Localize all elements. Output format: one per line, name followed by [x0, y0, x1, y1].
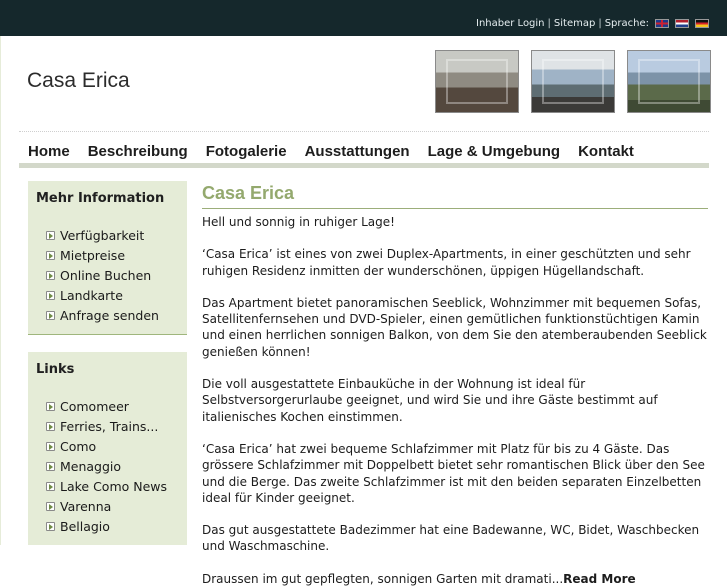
nav-ausstattungen[interactable]: Ausstattungen	[304, 142, 410, 160]
sitemap-link[interactable]: Sitemap	[553, 18, 596, 29]
nav-underline	[19, 163, 709, 168]
nav-kontakt[interactable]: Kontakt	[578, 142, 634, 160]
nav-home[interactable]: Home	[28, 142, 70, 160]
arrow-bullet-icon	[46, 231, 55, 240]
sidebar-link-varenna[interactable]	[46, 496, 167, 516]
sidebar-box-links	[28, 352, 187, 545]
flag-nl-icon[interactable]	[675, 19, 689, 28]
top-bar	[0, 0, 727, 36]
sidebar-box-more-info	[28, 181, 187, 335]
sidebar-item-verfuegbarkeit[interactable]	[46, 225, 159, 245]
arrow-bullet-icon	[46, 271, 55, 280]
sidebar-link-menaggio[interactable]	[46, 456, 167, 476]
language-label: Sprache:	[604, 18, 649, 29]
arrow-bullet-icon	[46, 442, 55, 451]
site-title[interactable]: Casa Erica	[27, 69, 130, 92]
content-paragraph: Die voll ausgestattete Einbauküche in der Wohnung ist ideal für Selbstversorgerurlaube geeignet, und wird Sie und ihre Gäste bestimmt auf italienisches Kochen einstimmen.	[202, 377, 658, 424]
arrow-bullet-icon	[46, 522, 55, 531]
top-links	[476, 18, 709, 29]
content-paragraph: ‘Casa Erica’ hat zwei bequeme Schlafzimmer mit Platz für bis zu 4 Gäste. Das grössere Schlafzimmer mit Doppelbett bietet sehr romantischen Blick über den See und die Berge. Das zweite Schlafzimmer ist mit den beiden separaten Einzelbetten ideal für Kinder geeignet.	[202, 441, 705, 505]
arrow-bullet-icon	[46, 482, 55, 491]
sidebar-link-comomeer[interactable]	[46, 396, 167, 416]
flag-en-icon[interactable]	[655, 19, 669, 28]
flag-de-icon[interactable]	[695, 19, 709, 28]
sidebar-item-label[interactable]: Bellagio	[60, 518, 110, 534]
sidebar-list	[46, 225, 159, 325]
content-paragraph: Das gut ausgestattete Badezimmer hat eine Badewanne, WC, Bidet, Waschbecken und Waschmaschine.	[202, 523, 700, 554]
page	[0, 36, 727, 586]
header-divider	[19, 131, 709, 132]
arrow-bullet-icon	[46, 422, 55, 431]
sidebar-item-anfrage-senden[interactable]	[46, 305, 159, 325]
sidebar-link-bellagio[interactable]	[46, 516, 167, 536]
arrow-bullet-icon	[46, 462, 55, 471]
sidebar-item-label[interactable]: Anfrage senden	[60, 307, 159, 323]
sidebar-box-title: Links	[36, 362, 75, 377]
sidebar-item-label[interactable]: Lake Como News	[60, 478, 168, 494]
main-content	[202, 183, 708, 587]
arrow-bullet-icon	[46, 291, 55, 300]
read-more-link[interactable]: Read More	[563, 571, 636, 586]
main-nav	[19, 136, 709, 166]
sidebar-item-mietpreise[interactable]	[46, 245, 159, 265]
sidebar-item-label[interactable]: Landkarte	[60, 287, 123, 303]
sidebar-item-label[interactable]: Online Buchen	[60, 267, 152, 283]
separator: |	[547, 18, 551, 29]
teaser-text: Draussen im gut gepflegten, sonnigen Garten mit dramati...	[202, 571, 564, 586]
sidebar-item-landkarte[interactable]	[46, 285, 159, 305]
owner-login-link[interactable]: Inhaber Login	[476, 18, 545, 29]
sidebar-item-label[interactable]: Menaggio	[60, 458, 122, 474]
content-title: Casa Erica	[202, 183, 708, 209]
sidebar-item-label[interactable]: Como	[60, 438, 97, 454]
nav-lage-umgebung[interactable]: Lage & Umgebung	[427, 142, 561, 160]
sidebar-list	[46, 396, 167, 536]
sidebar-box-title: Mehr Information	[36, 191, 165, 206]
sidebar-item-label[interactable]: Varenna	[60, 498, 112, 514]
nav-beschreibung[interactable]: Beschreibung	[87, 142, 188, 160]
sidebar-item-online-buchen[interactable]	[46, 265, 159, 285]
arrow-bullet-icon	[46, 402, 55, 411]
arrow-bullet-icon	[46, 251, 55, 260]
sidebar-item-label[interactable]: Comomeer	[60, 398, 129, 414]
nav-fotogalerie[interactable]: Fotogalerie	[205, 142, 287, 160]
separator: |	[598, 18, 602, 29]
sidebar-link-como[interactable]	[46, 436, 167, 456]
sidebar-link-ferries[interactable]	[46, 416, 167, 436]
content-paragraph: Hell und sonnig in ruhiger Lage!	[202, 215, 395, 229]
photo-thumbnail-balcony[interactable]	[627, 50, 711, 113]
content-paragraph-teaser	[202, 571, 708, 587]
content-paragraph: ‘Casa Erica’ ist eines von zwei Duplex-Apartments, in einer geschützten und sehr ruhigen Residenz inmitten der wunderschönen, üppigen Hügellandschaft.	[202, 247, 691, 278]
sidebar-item-label[interactable]: Verfügbarkeit	[60, 227, 145, 243]
sidebar-item-label[interactable]: Ferries, Trains...	[60, 418, 159, 434]
photo-thumbnail-dining-room[interactable]	[435, 50, 519, 113]
content-paragraph: Das Apartment bietet panoramischen Seeblick, Wohnzimmer mit bequemen Sofas, Satellitenfernsehen und DVD-Spieler, einen gemütlichen funktionstüchtigen Kamin und einen herrlichen sonnigen Balkon, von dem Sie den atemberaubenden Seeblick genießen können!	[202, 295, 707, 359]
photo-thumbnail-lake-view[interactable]	[531, 50, 615, 113]
sidebar-link-lake-como-news[interactable]	[46, 476, 167, 496]
arrow-bullet-icon	[46, 502, 55, 511]
arrow-bullet-icon	[46, 311, 55, 320]
sidebar-item-label[interactable]: Mietpreise	[60, 247, 126, 263]
